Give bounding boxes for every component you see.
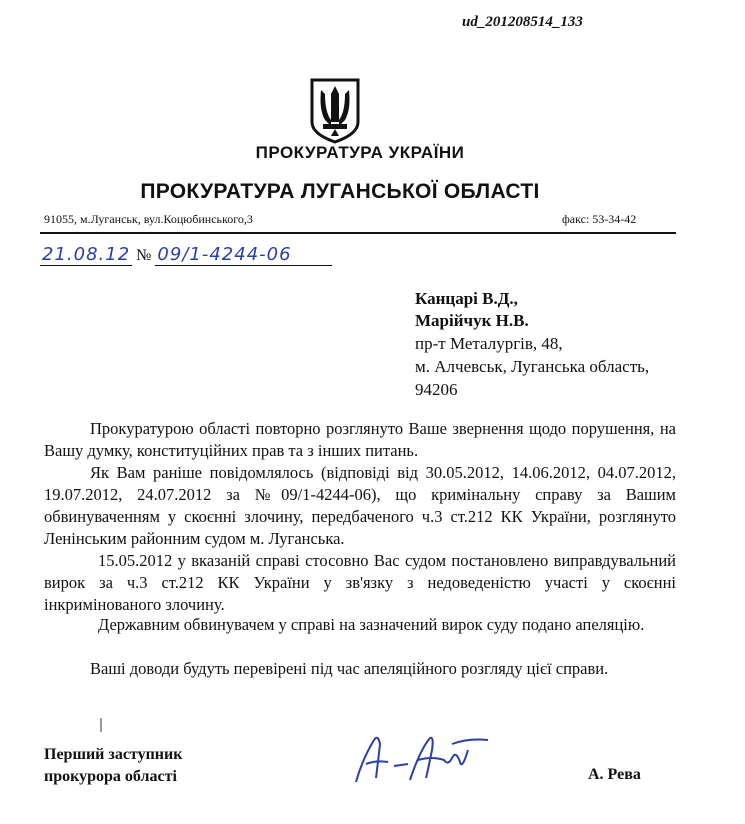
- registration-line: [40, 244, 332, 266]
- registration-date: 21.08.12: [42, 244, 131, 265]
- body-paragraph-2: Як Вам раніше повідомлялось (відповіді від 30.05.2012, 14.06.2012, 04.07.2012, 19.07.2012, 24.07.2012 за №09/1-4244-06), що кримінальну справу за Вашим обвинуваченням у скоєнні злочину, передбаченого ч.3 ст.212 КК України, розглянуто Ленінським районним судом м. Луганська.: [44, 463, 676, 548]
- org-name-ukraine: ПРОКУРАТУРА УКРАЇНИ: [255, 143, 465, 162]
- paragraph-3-highlighted: у зв'язку з недоведеністю участі у скоєнні інкримінованого злочину.: [44, 573, 676, 614]
- trident-emblem-icon: [309, 76, 361, 144]
- body-paragraph-5: Ваші доводи будуть перевірені під час апеляційного розгляду цієї справи.: [90, 659, 609, 678]
- body-paragraph-3: [44, 550, 676, 616]
- org-address: 91055, м.Луганськ, вул.Коцюбинського,3: [44, 212, 253, 226]
- recipient-address-1: пр-т Металургів, 48,: [415, 334, 563, 353]
- paragraph-3-text: 15.05.2012 у вказаній справі стосовно Вас судом постановлено виправдувальний вирок за ч.3 ст.212 КК України: [44, 551, 676, 592]
- recipient-name-1: Канцарі В.Д.,: [415, 289, 518, 308]
- scan-mark: [100, 718, 102, 732]
- signatory-title-line-1: Перший заступник: [44, 746, 183, 763]
- recipient-address-3: 94206: [415, 380, 458, 399]
- body-paragraph-1: Прокуратурою області повторно розглянуто Ваше звернення щодо порушення, на Вашу думку, конституційних прав та з інших питань.: [44, 419, 676, 460]
- org-fax: факс: 53-34-42: [562, 212, 637, 226]
- recipient-name-2: Марійчук Н.В.: [415, 311, 529, 330]
- header-divider: [40, 232, 676, 234]
- body-paragraph-4: Державним обвинувачем у справі на зазначений вирок суду подано апеляцію.: [98, 615, 645, 634]
- signatory-title: [44, 744, 182, 788]
- org-name-region: ПРОКУРАТУРА ЛУГАНСЬКОЇ ОБЛАСТІ: [140, 180, 540, 203]
- registration-number: 09/1-4244-06: [155, 244, 331, 266]
- handwritten-signature-icon: [348, 720, 498, 792]
- number-sign: №: [136, 247, 152, 264]
- signatory-title-line-2: прокурора області: [44, 768, 177, 785]
- signatory-name: А. Рева: [588, 766, 641, 783]
- document-id: ud_201208514_133: [462, 14, 583, 30]
- recipient-address-2: м. Алчевськ, Луганська область,: [415, 357, 650, 376]
